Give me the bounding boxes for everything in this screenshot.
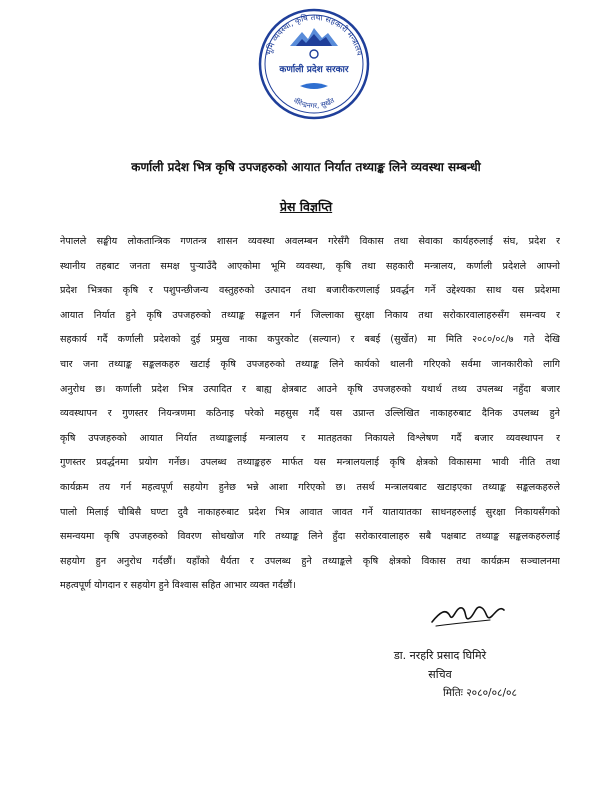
seal-place-text: वीरेन्द्रनगर, सुर्खेत — [292, 96, 336, 111]
body-line: नेपालले सङ्घीय लोकतान्त्रिक गणतन्त्र शासन व्यवस्था अवलम्बन गरेसँगै विकास तथा सेवाका कार्यहरुलाई संघ, प्रदेश र — [60, 236, 560, 247]
body-line: सहकार्य गर्दै कर्णाली प्रदेशको दुई प्रमुख नाका कपुरकोट (सल्यान) र बबई (सुर्खेत) मा मिति २०८०/०८/७ गते देखि — [60, 334, 560, 346]
document-title: कर्णाली प्रदेश भित्र कृषि उपजहरुको आयात निर्यात तथ्याङ्क लिने व्यवस्था सम्बन्धी — [131, 160, 481, 174]
handwritten-signature — [430, 598, 506, 632]
seal-emblem-icon — [290, 28, 338, 89]
body-line: कृषि उपजहरुको आयात निर्यात तथ्याङ्कलाई मन्त्रालय र मातहतका निकायले विश्लेषण गर्दै बजार व्यवस्थापन र — [60, 432, 560, 444]
body-line: समन्वयमा कृषि उपजहरुको विवरण सोधखोज गरि तथ्याङ्क लिने हुँदा सरोकारवालाहरु सबै पक्षबाट तथ्याङ्क सङ्कलकहरुलाई — [60, 531, 560, 543]
body-line: स्थानीय तहबाट जनता समक्ष पुऱ्याउँदै आएकोमा भूमि व्यवस्था, कृषि तथा सहकारी मन्त्रालय, कर्णाली प्रदेशले आफ्नो — [60, 260, 560, 272]
body-line: सहयोग हुन अनुरोध गर्दछौं। यहाँको धैर्यता र उपलब्ध हुने तथ्याङ्कले कृषि क्षेत्रको विकास तथा कार्यक्रम सञ्चालनमा — [60, 555, 560, 567]
body-line: गुणस्तर प्रवर्द्धनमा प्रयोग गर्नेछ। उपलब्ध तथ्याङ्कहरु मार्फत यस मन्त्रालयलाई कृषि क्षेत्रको विकासमा भावी नीति तथा — [60, 457, 560, 469]
press-release-heading: प्रेस विज्ञप्ति — [279, 199, 333, 214]
seal-outer-ring — [260, 10, 368, 118]
body-line: पालो मिलाई चौबिसै घण्टा दुवै नाकाहरुबाट प्रदेश भित्र आवात जावत गर्ने यातायातका साधनहरुलाई सुरक्षा निकायसँगको — [60, 506, 560, 518]
body-line: चार जना तथ्याङ्क सङ्कलकहरु खटाई कृषि उपजहरुको तथ्याङ्क लिने कार्यको थालनी गरिएको सर्वमा जानकारीको लागि — [60, 358, 560, 370]
body-line: आयात निर्यात हुने कृषि उपजहरुको तथ्याङ्क सङ्कलन गर्न जिल्लाका सुरक्षा निकाय तथा सरोकारवालाहरुसँग समन्वय र — [60, 309, 560, 321]
signatory-name: डा. नरहरि प्रसाद घिमिरे — [393, 649, 487, 662]
body-line: महत्वपूर्ण योगदान र सहयोग हुने विश्वास सहित आभार व्यक्त गर्दछौं। — [60, 580, 296, 592]
body-line: कार्यक्रम तय गर्न महत्वपूर्ण सहयोग हुनेछ भन्ने आशा गरिएको छ। तसर्थ मन्त्रालयबाट खटाइएका तथ्याङ्क सङ्कलकहरुले — [60, 481, 560, 493]
document-body — [60, 230, 560, 599]
seal-ministry-text: भूमि व्यवस्था, कृषि तथा सहकारी मन्त्रालय — [263, 12, 365, 57]
official-seal — [256, 6, 372, 122]
body-line: प्रदेश भित्रका कृषि र पशुपन्छीजन्य वस्तुहरुको उत्पादन तथा बजारीकरणलाई प्रवर्द्धन गर्ने उद्देश्यका साथ यस प्रदेशमा — [60, 285, 560, 297]
body-line: अनुरोध छ। कर्णाली प्रदेश भित्र उत्पादित र बाह्य क्षेत्रबाट आउने कृषि उपजहरुको यथार्थ तथ्य उपलब्ध नहुँदा बजार — [60, 383, 560, 395]
body-line: व्यवस्थापन र गुणस्तर नियन्त्रणमा कठिनाइ परेको महसुस गर्दै यस उप्रान्त उल्लिखित नाकाहरुबाट दैनिक उपलब्ध हुने — [60, 408, 560, 420]
document-date: मितिः २०८०/०८/०८ — [443, 687, 517, 699]
seal-government-text: कर्णाली प्रदेश सरकार — [279, 65, 349, 75]
signatory-designation: सचिव — [428, 668, 452, 681]
